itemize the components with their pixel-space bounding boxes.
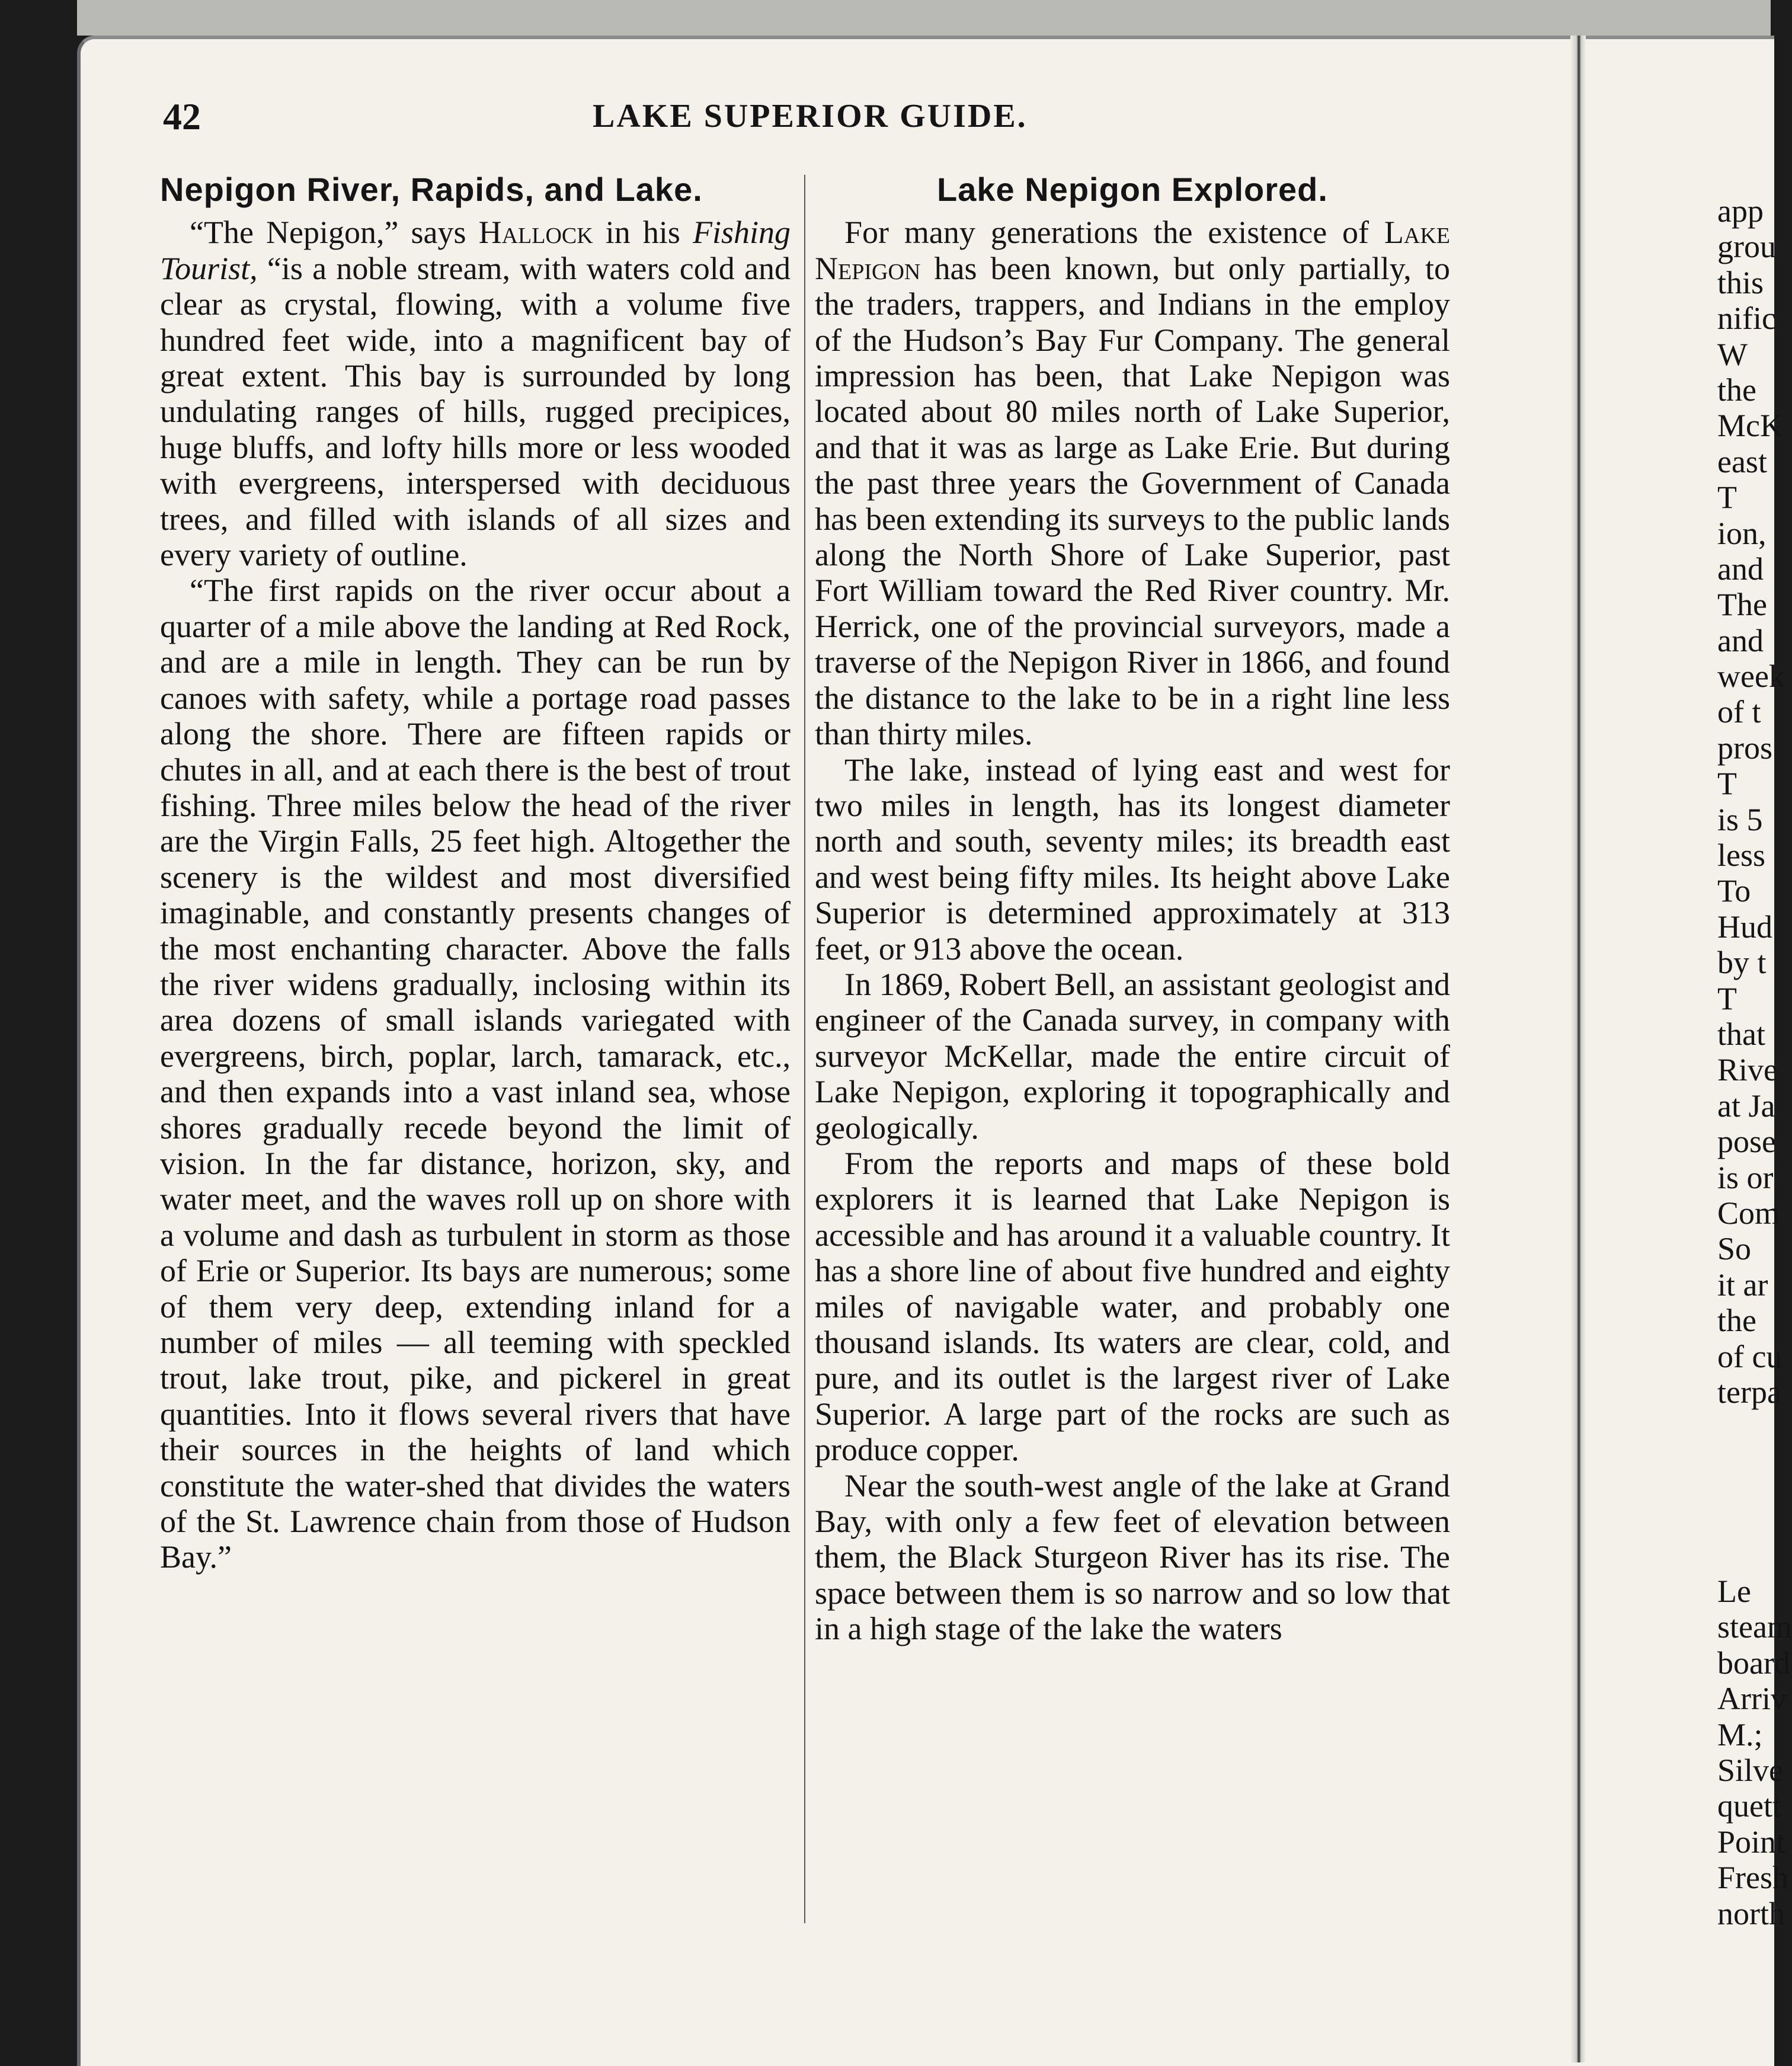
facing-page-fragment: is or — [1717, 1159, 1774, 1195]
column-rule — [804, 175, 805, 1923]
right-paragraph-5: Near the south-west angle of the lake at Grand Bay, with only a few feet of elevation between them, the Black Sturgeon River has its rise. The space between them is so narrow and so low that in a high stage of the lake the waters — [815, 1467, 1450, 1647]
facing-page-fragment: at Ja — [1717, 1088, 1775, 1124]
facing-page-fragment: nific — [1717, 300, 1776, 337]
facing-page-fragment: east — [1717, 443, 1767, 479]
facing-page-fragment: less — [1717, 837, 1765, 874]
right-column — [815, 172, 1450, 1647]
facing-page-fragment: board — [1717, 1645, 1790, 1681]
facing-page-fragments-upper — [1717, 193, 1785, 1410]
facing-page-fragment: McK — [1717, 408, 1783, 444]
right-paragraph-2: The lake, instead of lying east and west for two miles in length, has its longest diameter north and south, seventy miles; its breadth east and west being fifty miles. Its height above Lake Superior is determined approximately at 313 feet, or 913 above the ocean. — [815, 751, 1450, 967]
facing-page-fragment: Le — [1717, 1574, 1751, 1609]
facing-page-fragment: So — [1717, 1231, 1752, 1267]
facing-page-fragment: terpa — [1717, 1374, 1781, 1410]
facing-page-fragment: this — [1717, 264, 1764, 300]
facing-page-fragments-lower — [1717, 1574, 1792, 1931]
left-paragraph-2: “The first rapids on the river occur about a quarter of a mile above the landing at Red Rock, and are a mile in length. They can be run by canoes with safety, while a portage road passes along the shore. There are fifteen rapids or chutes in all, and at each there is the best of trout fishing. Three miles below the head of the river are the Virgin Falls, 25 feet high. Altogether the scenery is the wildest and most diversified imaginable, and constantly presents changes of the most enchanting character. Above the falls the river widens gradually, inclosing within its area dozens of small islands variegated with evergreens, birch, poplar, larch, tamarack, etc., and then expands into a vast inland sea, whose shores gradually recede beyond the limit of vision. In the far distance, horizon, sky, and water meet, and the waves roll up on shore with a volume and dash as turbulent in storm as those of Erie or Superior. Its bays are numerous; some of them very deep, extending inland for a number of miles — all teeming with speckled trout, lake trout, pike, and pickerel in great quantities. Into it flows several rivers that have their sources in the heights of land which constitute the water-shed that divides the waters of the St. Lawrence chain from those of Hudson Bay.” — [160, 573, 791, 1575]
right-paragraph-1: For many generations the existence of Lake Nepigon has been known, but only partially, to the traders, trappers, and Indians in the employ of the Hudson’s Bay Fur Company. The general impression has been, that Lake Nepigon was located about 80 miles north of Lake Superior, and that it was as large as Lake Erie. But during the past three years the Government of Canada has been extending its surveys to the public lands along the North Shore of Lake Superior, past Fort William toward the Red River country. Mr. Herrick, one of the provincial surveyors, made a traverse of the Nepigon River in 1866, and found the distance to the lake to be in a right line less than thirty miles. — [815, 215, 1450, 752]
right-heading: Lake Nepigon Explored. — [937, 171, 1328, 208]
facing-page-fragment: is 5 — [1717, 801, 1763, 837]
facing-page-fragment: app — [1717, 193, 1764, 229]
right-paragraph-3: In 1869, Robert Bell, an assistant geologist and engineer of the Canada survey, in company with surveyor McKellar, made the entire circuit of Lake Nepigon, exploring it topographically and geologically. — [815, 966, 1450, 1146]
facing-page-fragment: and — [1717, 551, 1764, 587]
facing-page-fragment: it ar — [1717, 1267, 1768, 1303]
facing-page-fragment: Fresh — [1717, 1860, 1788, 1896]
facing-page-fragment: T — [1717, 980, 1737, 1016]
facing-page-fragment: of cu — [1717, 1338, 1783, 1374]
page-number: 42 — [163, 95, 201, 137]
scan-shadow — [77, 0, 1771, 36]
book-gutter — [1570, 36, 1586, 2062]
facing-page-fragment: M.; — [1717, 1716, 1763, 1752]
left-paragraph-1: “The Nepigon,” says Hallock in his Fishing Tourist, “is a noble stream, with waters cold and clear as crystal, flowing, with a volume five hundred feet wide, into a magnificent bay of great extent. This bay is surrounded by long undulating ranges of hills, rugged precipices, huge bluffs, and lofty hills more or less wooded with evergreens, interspersed with deciduous trees, and filled with islands of all sizes and every variety of outline. — [160, 215, 791, 573]
facing-page-fragment: quett — [1717, 1788, 1781, 1824]
left-column — [160, 172, 791, 1575]
facing-page-fragment: the — [1717, 372, 1756, 408]
facing-page-fragment: steam — [1717, 1609, 1792, 1645]
facing-page-fragment: T — [1717, 479, 1737, 516]
facing-page-fragment: Com — [1717, 1195, 1780, 1231]
facing-page-fragment: Arriv — [1717, 1681, 1787, 1717]
facing-page-fragment: and — [1717, 622, 1764, 658]
running-title: LAKE SUPERIOR GUIDE. — [593, 98, 1028, 135]
facing-page-fragment: Point — [1717, 1824, 1785, 1860]
facing-page-fragment: north — [1717, 1895, 1785, 1931]
facing-page-fragment: Silve — [1717, 1752, 1784, 1788]
facing-page-fragment: ion, — [1717, 515, 1767, 551]
facing-page-fragment: The — [1717, 587, 1767, 623]
facing-page-fragment: Rive — [1717, 1052, 1778, 1088]
facing-page-fragment: grou — [1717, 229, 1776, 265]
right-paragraph-4: From the reports and maps of these bold explorers it is learned that Lake Nepigon is accessible and has around it a valuable country. It has a shore line of about five hundred and eighty miles of navigable water, and probably one thousand islands. Its waters are clear, cold, and pure, and its outlet is the largest river of Lake Superior. A large part of the rocks are such as produce copper. — [815, 1145, 1450, 1468]
facing-page-fragment: To — [1717, 873, 1751, 909]
facing-page-fragment: by t — [1717, 945, 1767, 981]
facing-page-fragment: T — [1717, 766, 1737, 802]
left-heading: Nepigon River, Rapids, and Lake. — [160, 171, 703, 208]
facing-page-fragment: week — [1717, 658, 1785, 695]
facing-page-fragment: pros — [1717, 730, 1772, 766]
facing-page-fragment: of t — [1717, 694, 1761, 730]
facing-page-fragment: Hud — [1717, 909, 1772, 945]
facing-page-fragment: W — [1717, 336, 1748, 372]
facing-page-fragment: that — [1717, 1016, 1765, 1052]
facing-page-fragment: the — [1717, 1303, 1756, 1339]
facing-page-fragment: pose — [1717, 1124, 1776, 1160]
